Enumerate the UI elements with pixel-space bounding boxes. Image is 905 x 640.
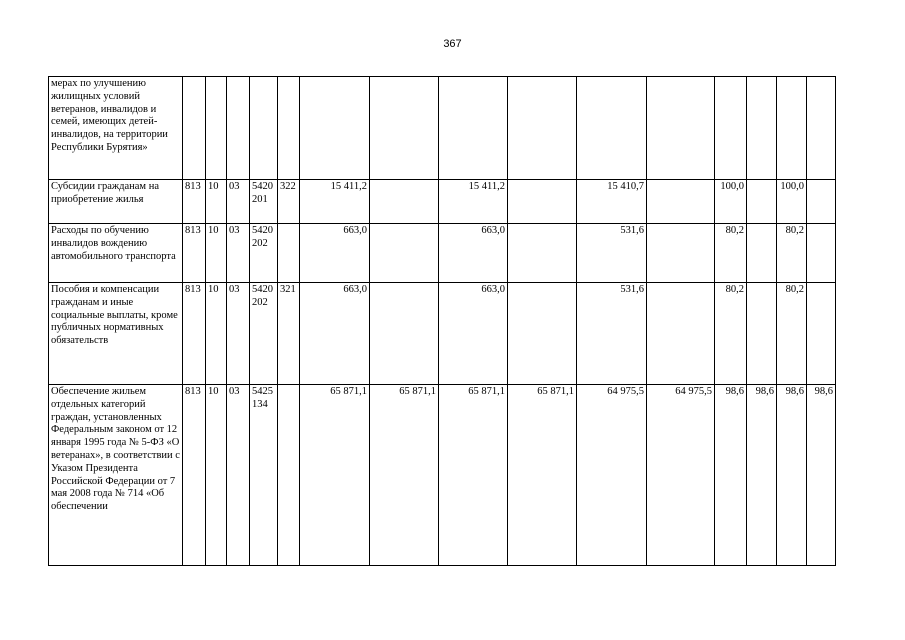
row-name: Обеспечение жильем отдельных категорий граждан, установленных Федеральным законом от 12 января 1995 года № 5-ФЗ «О ветеранах», в соответствии с Указом Президента Российской Федерации от 7 мая 2008 года № 714 «Об обеспечении (49, 385, 183, 566)
code-section: 10 (206, 385, 227, 566)
percent-4 (807, 180, 836, 224)
row-name: Расходы по обучению инвалидов вождению автомобильного транспорта (49, 224, 183, 283)
percent-3: 80,2 (777, 283, 807, 385)
value-refined-total (439, 77, 508, 180)
percent-2 (747, 224, 777, 283)
value-plan-total: 663,0 (300, 224, 370, 283)
percent-2 (747, 180, 777, 224)
percent-2 (747, 77, 777, 180)
value-plan-total: 65 871,1 (300, 385, 370, 566)
value-actual-federal: 64 975,5 (647, 385, 715, 566)
value-plan-total: 15 411,2 (300, 180, 370, 224)
percent-4 (807, 283, 836, 385)
percent-3: 100,0 (777, 180, 807, 224)
percent-3: 98,6 (777, 385, 807, 566)
code-subsection: 03 (227, 224, 250, 283)
row-name: Пособия и компенсации гражданам и иные социальные выплаты, кроме публичных нормативных обязательств (49, 283, 183, 385)
value-actual-total: 64 975,5 (577, 385, 647, 566)
value-refined-federal: 65 871,1 (508, 385, 577, 566)
code-target: 5425 134 (250, 385, 278, 566)
code-target: 5420 202 (250, 283, 278, 385)
code-expense-type (278, 224, 300, 283)
value-plan-federal (370, 224, 439, 283)
value-actual-total: 531,6 (577, 283, 647, 385)
value-actual-total: 15 410,7 (577, 180, 647, 224)
table-row (49, 385, 836, 566)
value-plan-federal (370, 283, 439, 385)
table-row (49, 224, 836, 283)
percent-1: 98,6 (715, 385, 747, 566)
percent-1: 80,2 (715, 224, 747, 283)
code-admin (183, 77, 206, 180)
value-refined-federal (508, 224, 577, 283)
code-section: 10 (206, 283, 227, 385)
value-refined-total: 65 871,1 (439, 385, 508, 566)
value-actual-total (577, 77, 647, 180)
value-actual-federal (647, 180, 715, 224)
percent-2: 98,6 (747, 385, 777, 566)
table-row (49, 77, 836, 180)
code-subsection: 03 (227, 385, 250, 566)
value-refined-federal (508, 180, 577, 224)
code-target (250, 77, 278, 180)
percent-1: 80,2 (715, 283, 747, 385)
row-name: Субсидии гражданам на приобретение жилья (49, 180, 183, 224)
value-refined-total: 663,0 (439, 224, 508, 283)
value-refined-federal (508, 283, 577, 385)
value-actual-federal (647, 224, 715, 283)
value-refined-total: 663,0 (439, 283, 508, 385)
value-plan-federal: 65 871,1 (370, 385, 439, 566)
code-admin: 813 (183, 180, 206, 224)
code-expense-type (278, 77, 300, 180)
budget-table (48, 76, 836, 566)
value-actual-total: 531,6 (577, 224, 647, 283)
percent-2 (747, 283, 777, 385)
code-subsection (227, 77, 250, 180)
code-target: 5420 201 (250, 180, 278, 224)
table-row (49, 180, 836, 224)
value-plan-federal (370, 77, 439, 180)
row-name: мерах по улучшению жилищных условий ветеранов, инвалидов и семей, имеющих детей-инвалидов, на территории Республики Бурятия» (49, 77, 183, 180)
value-actual-federal (647, 77, 715, 180)
percent-1 (715, 77, 747, 180)
percent-4 (807, 77, 836, 180)
table-row (49, 283, 836, 385)
code-admin: 813 (183, 224, 206, 283)
percent-1: 100,0 (715, 180, 747, 224)
value-refined-total: 15 411,2 (439, 180, 508, 224)
percent-4: 98,6 (807, 385, 836, 566)
code-subsection: 03 (227, 180, 250, 224)
code-subsection: 03 (227, 283, 250, 385)
value-refined-federal (508, 77, 577, 180)
value-plan-federal (370, 180, 439, 224)
code-expense-type: 321 (278, 283, 300, 385)
value-actual-federal (647, 283, 715, 385)
page-number: 367 (443, 38, 462, 50)
code-admin: 813 (183, 283, 206, 385)
percent-3: 80,2 (777, 224, 807, 283)
code-section (206, 77, 227, 180)
code-expense-type: 322 (278, 180, 300, 224)
code-target: 5420 202 (250, 224, 278, 283)
code-section: 10 (206, 224, 227, 283)
code-expense-type (278, 385, 300, 566)
code-admin: 813 (183, 385, 206, 566)
percent-4 (807, 224, 836, 283)
code-section: 10 (206, 180, 227, 224)
percent-3 (777, 77, 807, 180)
value-plan-total (300, 77, 370, 180)
value-plan-total: 663,0 (300, 283, 370, 385)
